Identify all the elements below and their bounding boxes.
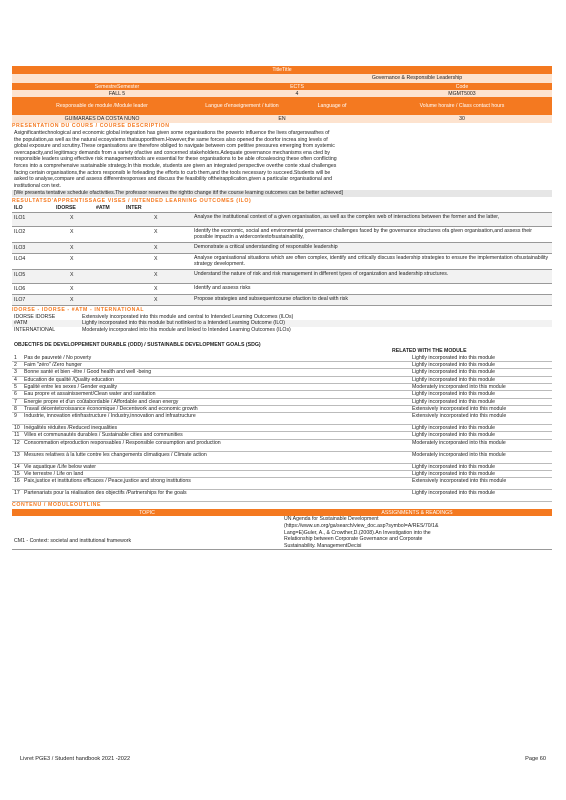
sdg-number: 7 bbox=[14, 398, 17, 405]
sdg-number: 13 bbox=[14, 451, 20, 458]
sdg-goal: Villes et communautés durables / Sustainable cities and communities bbox=[24, 432, 183, 439]
responsible-value: GUIMARAES DA COSTA NUNO bbox=[64, 115, 140, 122]
sdg-goal: Industrie, innovation etinfrastructure / Industry,innovation and infrastructure bbox=[24, 413, 196, 420]
sdg-number: 8 bbox=[14, 405, 17, 412]
ilo-inter-mark: X bbox=[154, 228, 158, 235]
legend-row bbox=[12, 327, 552, 334]
description-line: responsible leaders using effective risk managementtools are essential for these organisations to be able ofcoalescing these often conflicting bbox=[14, 156, 337, 163]
semester-ects-code-values bbox=[12, 90, 552, 97]
content-heading: CONTENU / MODULEOUTLINE bbox=[12, 502, 102, 509]
sdg-row bbox=[12, 413, 552, 425]
course-description-heading: PRESENTATION DU COURS / COURSE DESCRIPTION bbox=[12, 123, 170, 129]
sdg-number: 1 bbox=[14, 354, 17, 361]
volume-value: 30 bbox=[459, 115, 465, 122]
sdg-goal: Vie terrestre / Life on land bbox=[24, 471, 84, 478]
language-label: Langue d'enseignement / tuition bbox=[205, 102, 279, 109]
sdg-relation: Lightly incorporated into this module bbox=[412, 376, 496, 383]
sdg-number: 12 bbox=[14, 439, 20, 446]
ilo-idorse-mark: X bbox=[70, 271, 74, 278]
code-value: MGMT5003 bbox=[448, 90, 476, 97]
responsible-label: Responsable de module /Module leader bbox=[56, 102, 148, 109]
leader-language-volume-values bbox=[12, 115, 552, 123]
sdg-relation: Lightly incorporated into this module bbox=[412, 490, 496, 497]
title-label: TitleTitle bbox=[272, 66, 292, 73]
legend-row bbox=[12, 314, 552, 321]
semester-value: FALL 5 bbox=[108, 90, 126, 97]
legend-key: #ATM bbox=[14, 320, 28, 327]
ilo-atm-mark bbox=[112, 270, 152, 283]
sdg-row bbox=[12, 425, 552, 432]
sdg-number: 5 bbox=[14, 383, 17, 390]
sdg-relation: Moderately incorporated into this module bbox=[412, 383, 506, 390]
sdg-relation: Lightly incorporated into this module bbox=[412, 432, 496, 439]
reading-line: (https://www.un.org/ga/search/view_doc.asp?symbol=A/RES/70/1& bbox=[284, 522, 439, 529]
content-column-headers bbox=[12, 509, 552, 516]
sdg-row bbox=[12, 384, 552, 391]
sdg-goal: Faim "zéro" /Zero hunger bbox=[24, 362, 82, 369]
sdg-relation: Lightly incorporated into this module bbox=[412, 354, 496, 361]
sdg-goal: Mesures relatives à la lutte contre les changements climatiques / Climate action bbox=[24, 451, 207, 458]
ilo-atm-mark bbox=[112, 284, 152, 294]
sdg-relation: Moderately incorporated into this module bbox=[412, 451, 506, 458]
ilo-row bbox=[12, 227, 552, 243]
ilo-idorse-mark: X bbox=[70, 285, 74, 292]
sdg-number: 3 bbox=[14, 369, 17, 376]
col-inter: INTER bbox=[126, 204, 142, 211]
sdg-goal: Egalité entre les sexes / Gender equality bbox=[24, 383, 118, 390]
ilo-code: ILO6 bbox=[14, 285, 26, 292]
description-line: overcapacity,and legitimacy demands from a variety ofactive and concerned stakeholders.Adequate governance mechanisms ena cted by bbox=[14, 149, 330, 156]
ilo-row bbox=[12, 295, 552, 306]
sdg-goal: Consommation etproduction responsables / Responsible consumption and production bbox=[24, 439, 221, 446]
description-line: Asignificanttechnological and economic global integration has given some organisations the powerto influence the lives ofargerswathes of bbox=[14, 130, 330, 136]
sdg-row bbox=[12, 478, 552, 490]
sdg-relation: Lightly incorporated into this module bbox=[412, 391, 496, 398]
legend-value: Moderately incorporated into this module and linked to Intended Learning Outcomes (ILOs) bbox=[82, 326, 291, 333]
sdg-relation: Lightly incorporated into this module bbox=[412, 362, 496, 369]
sdg-relation: Moderately incorporated into this module bbox=[412, 439, 506, 446]
sdg-relation: Lightly incorporated into this module bbox=[412, 463, 496, 470]
legend-key: INTERNATIONAL bbox=[14, 326, 56, 333]
sdg-row bbox=[12, 399, 552, 406]
sdg-table bbox=[12, 355, 552, 503]
ilo-atm-mark bbox=[112, 254, 152, 269]
sdg-number: 4 bbox=[14, 376, 17, 383]
handbook-page bbox=[12, 66, 552, 550]
sdg-goal: Energie propre et d'un coûtabordable / Affordable and clean energy bbox=[24, 398, 179, 405]
sdg-row bbox=[12, 369, 552, 376]
course-description-text bbox=[12, 130, 552, 189]
sdg-heading: OBJECTIFS DE DEVELOPPEMENT DURABLE (ODD) / SUSTAINABLE DEVELOPMENT GOALS (SDG) bbox=[14, 342, 261, 349]
ilo-row bbox=[12, 284, 552, 295]
ilo-inter-mark: X bbox=[154, 214, 158, 221]
sdg-relation: Lightly incorporated into this module bbox=[412, 369, 496, 376]
reading-line: UN Agenda for Sustainable Development bbox=[284, 516, 379, 523]
ilo-description: Analyse the institutional context of a given organisation, as well as the complex web of interactions between the former and the latter, bbox=[194, 213, 500, 220]
sdg-number: 16 bbox=[14, 478, 20, 485]
language-value: EN bbox=[278, 115, 286, 122]
ilo-table bbox=[12, 213, 552, 306]
sdg-goal: Bonne santé et bien -être / Good health and well -being bbox=[24, 369, 152, 376]
sdg-relation: Lightly incorporated into this module bbox=[412, 471, 496, 478]
ilo-code: ILO3 bbox=[14, 244, 26, 251]
sdg-row bbox=[12, 391, 552, 398]
content-row-cm1 bbox=[12, 516, 552, 550]
sdg-relation: Lightly incorporated into this module bbox=[412, 425, 496, 432]
code-label: Code bbox=[455, 83, 469, 90]
ilo-row bbox=[12, 254, 552, 270]
page-footer bbox=[20, 756, 546, 762]
sdg-relation: Lightly incorporated into this module bbox=[412, 398, 496, 405]
ilo-idorse-mark: X bbox=[70, 244, 74, 251]
legend-value: Lightly incorporated into this module but notlinked to a Intended Learning Outcome (ILO) bbox=[82, 320, 286, 327]
ilo-column-headers bbox=[12, 205, 552, 213]
sdg-row bbox=[12, 406, 552, 413]
sdg-row bbox=[12, 471, 552, 478]
semester-label: SemestreSemester bbox=[94, 83, 140, 90]
sdg-relation: Extensively incorporated into this module bbox=[412, 413, 507, 420]
sdg-header bbox=[12, 342, 552, 354]
sdg-goal: Paix,justice et institutions efficaces / Peace,justice and strong institutions bbox=[24, 478, 191, 485]
ilo-atm-mark bbox=[112, 295, 152, 305]
sdg-number: 6 bbox=[14, 391, 17, 398]
ects-value: 4 bbox=[295, 90, 299, 97]
ilo-atm-mark bbox=[112, 213, 152, 226]
ilo-inter-mark: X bbox=[154, 271, 158, 278]
sdg-row bbox=[12, 452, 552, 464]
sdg-row bbox=[12, 440, 552, 452]
semester-ects-code-labels bbox=[12, 83, 552, 90]
description-line: the population,as well as the natural ecosystems thatsupportthem.However,the same forces also opened the doorfor increa sing levels of bbox=[14, 136, 328, 143]
ilo-description: Analyse organisational situations which are often complex, identify and critically discuss leadership strategies to ensure the implementation ofsustainability strategy development. bbox=[194, 254, 549, 268]
sdg-number: 2 bbox=[14, 362, 17, 369]
ilo-heading: RESULTATSD'APPRENTISSAGE VISES / INTENDED LEARNING OUTCOMES (ILO) bbox=[12, 197, 252, 204]
sdg-number: 14 bbox=[14, 463, 20, 470]
sdg-goal: Eau propre et assainissement/Clean water and sanitation bbox=[24, 391, 156, 398]
description-line: global exposure and scrutiny.These organisations are therefore obliged to navigate between com petitive pressures emerging from systemic bbox=[14, 143, 335, 150]
col-ilo: ILO bbox=[14, 204, 23, 211]
legend-heading: IDORSE - IDORSE - #ATM - INTERNATIONAL bbox=[12, 306, 145, 313]
ilo-description: Identify and assess risks bbox=[194, 284, 251, 291]
ilo-code: ILO5 bbox=[14, 271, 26, 278]
sdg-goal: Partenariats pour la réalisation des objectifs /Partnerships for the goals bbox=[24, 490, 187, 497]
sdg-related-heading: RELATED WITH THE MODULE bbox=[392, 348, 467, 355]
footer-left: Livret PGE3 / Student handbook 2021 -2022 bbox=[20, 756, 131, 762]
reading-line: Sustainability. ManagementDecisi bbox=[284, 542, 362, 549]
ilo-atm-mark bbox=[112, 227, 152, 242]
ilo-idorse-mark: X bbox=[70, 296, 74, 303]
description-line: forces into a comprehensive sustainable strategy.In this module, students are given an integrated perspective overthe conte xtual challenges bbox=[14, 162, 337, 169]
description-line: facing certain organisations,the actors responsib le forleading the efforts to curb them,and the tools necessary to succeed.Students will be bbox=[14, 169, 331, 176]
ilo-code: ILO2 bbox=[14, 228, 26, 235]
legend-table bbox=[12, 314, 552, 334]
ilo-description: Propose strategies and subsequentcourse ofaction to deal with risk bbox=[194, 295, 348, 302]
ilo-inter-mark: X bbox=[154, 285, 158, 292]
volume-label: Volume horaire / Class contact hours bbox=[419, 102, 505, 109]
sdg-row bbox=[12, 355, 552, 362]
content-topic: CM1 - Context: societal and institutional framework bbox=[14, 538, 132, 545]
footer-page-number: Page 60 bbox=[525, 756, 546, 762]
description-line: institutional con text. bbox=[14, 182, 62, 189]
sdg-row bbox=[12, 362, 552, 369]
sdg-relation: Extensively incorporated into this module bbox=[412, 405, 507, 412]
ilo-code: ILO1 bbox=[14, 214, 26, 221]
ilo-row bbox=[12, 213, 552, 227]
ilo-idorse-mark: X bbox=[70, 228, 74, 235]
language-label-2: Language of bbox=[317, 102, 347, 109]
sdg-number: 15 bbox=[14, 471, 20, 478]
sdg-goal: Travail décentetcroissance économique / Decentwork and economic growth bbox=[24, 405, 198, 412]
topic-label: TOPIC bbox=[139, 509, 155, 516]
title-label-bar bbox=[12, 66, 552, 74]
sdg-row bbox=[12, 490, 552, 502]
sdg-number: 11 bbox=[14, 432, 20, 439]
col-atm: #ATM bbox=[96, 204, 110, 211]
sdg-row bbox=[12, 377, 552, 384]
ilo-inter-mark: X bbox=[154, 296, 158, 303]
ilo-inter-mark: X bbox=[154, 255, 158, 262]
ilo-atm-mark bbox=[112, 243, 152, 253]
assignments-label: ASSIGNMENTS & READINGS bbox=[381, 509, 453, 516]
sdg-number: 17 bbox=[14, 490, 20, 497]
sdg-number: 10 bbox=[14, 425, 20, 432]
sdg-relation: Extensively incorporated into this module bbox=[412, 478, 507, 485]
title-value-bar bbox=[12, 74, 552, 83]
content-readings bbox=[282, 516, 552, 549]
legend-row bbox=[12, 320, 552, 327]
sdg-row bbox=[12, 464, 552, 471]
ilo-idorse-mark: X bbox=[70, 255, 74, 262]
ilo-description: Identify the economic, social and environmental governance challenges faced by the governance structures ofa given organisation,and assess their possible impactin a widercontextofsustainability, bbox=[194, 227, 532, 241]
ilo-row bbox=[12, 243, 552, 254]
sdg-goal: Education de qualité /Quality education bbox=[24, 376, 114, 383]
ilo-code: ILO4 bbox=[14, 255, 26, 262]
sdg-row bbox=[12, 432, 552, 439]
reading-line: Lang=E)Guler, A., & Crowther,D.(2008).An Investigation into the bbox=[284, 529, 431, 536]
ects-label: ECTS bbox=[290, 83, 304, 90]
col-idorse: IDORSE bbox=[56, 204, 76, 211]
ilo-description: Understand the nature of risk and risk management in different types of organization and leadership structures. bbox=[194, 270, 449, 277]
module-title: Governance & Responsible Leadership bbox=[371, 74, 463, 81]
description-line: asked to analyse,compare and assess differentresponses and discuss the feasibility oftheirapplication,given a particular organisational and bbox=[14, 176, 332, 183]
sdg-goal: Pas de pauvreté / No poverty bbox=[24, 354, 92, 361]
ilo-code: ILO7 bbox=[14, 296, 26, 303]
legend-value: Extensively incorporated into this module and central to Intended Learning Outcomes (ILOs) bbox=[82, 313, 294, 320]
ilo-row bbox=[12, 270, 552, 284]
sdg-goal: Inégalités réduites /Reduced inequalities bbox=[24, 425, 118, 432]
leader-language-volume-labels bbox=[12, 97, 552, 115]
ilo-description: Demonstrate a critical understanding of responsible leadership bbox=[194, 243, 338, 250]
legend-key: IDORSE IDORSE bbox=[14, 313, 56, 320]
sdg-goal: Vie aquatique /Life below water bbox=[24, 463, 97, 470]
ilo-idorse-mark: X bbox=[70, 214, 74, 221]
schedule-note: [We presenta tentative schedule ofactivities.The professor reserves the rightto change itif the course learning outcomes can be better achieved] bbox=[12, 190, 552, 197]
ilo-inter-mark: X bbox=[154, 244, 158, 251]
sdg-number: 9 bbox=[14, 413, 17, 420]
reading-line: Relationship between Corporate Governance and Corporate bbox=[284, 536, 423, 543]
